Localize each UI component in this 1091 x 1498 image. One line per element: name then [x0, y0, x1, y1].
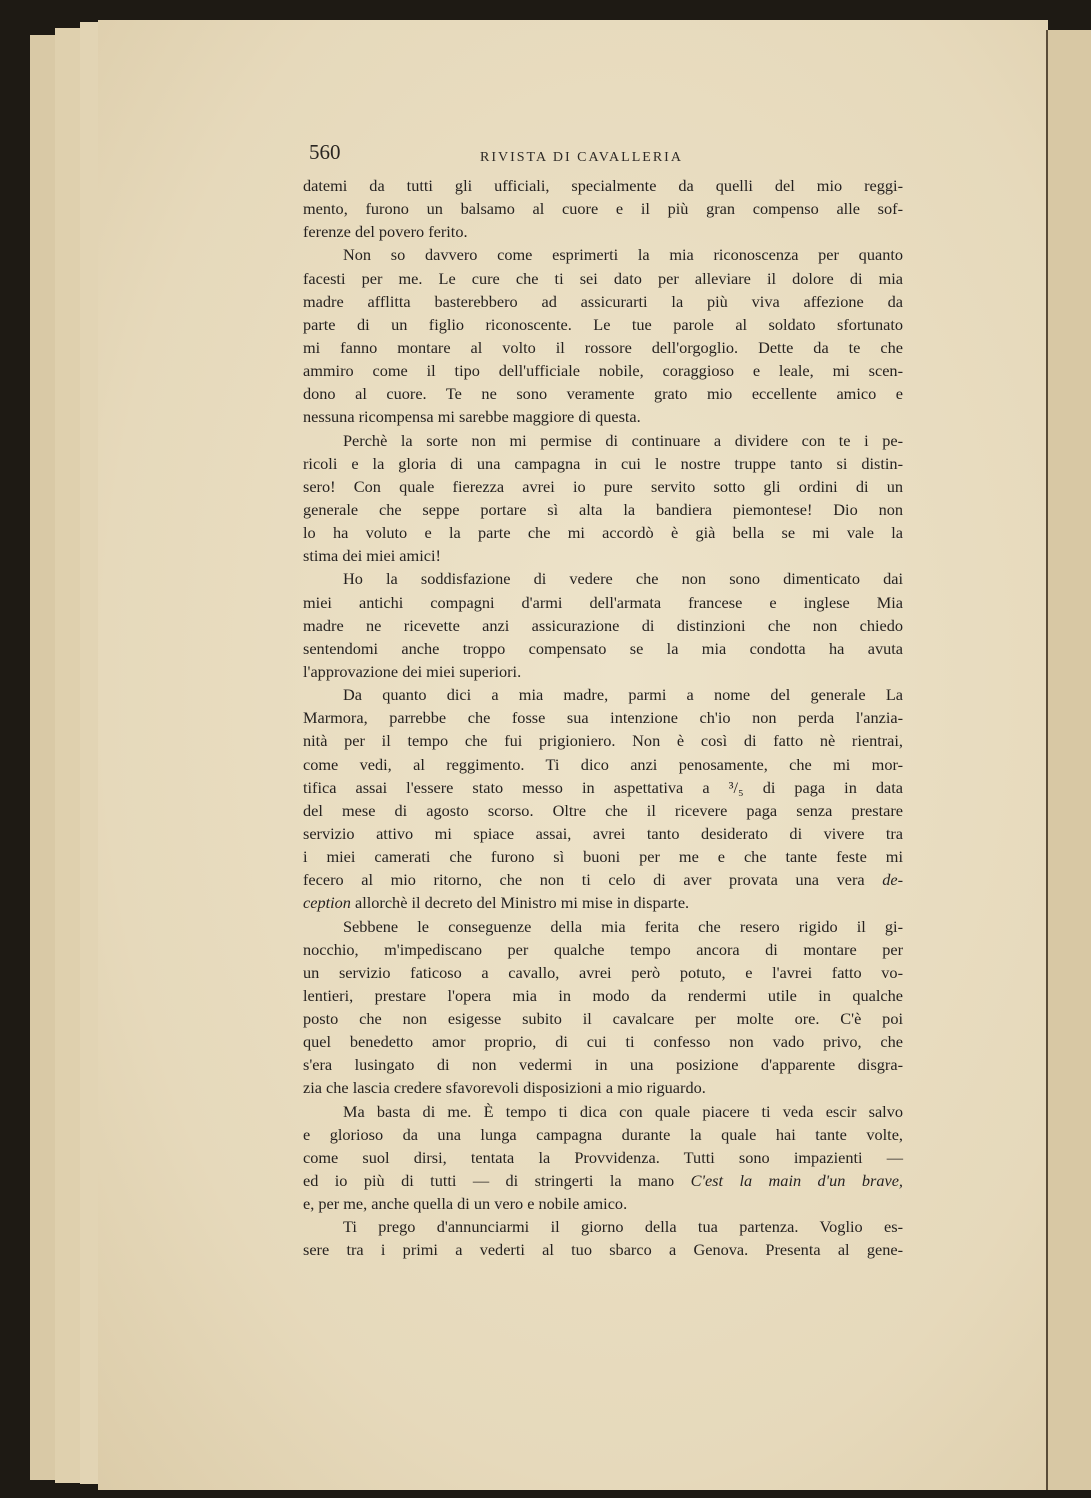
text-line: madre afflitta basterebbero ad assicurarti la più viva affezione da	[303, 291, 903, 311]
text-segment: ed io più di tutti — di stringerti la mano	[303, 1171, 691, 1191]
text-line: nessuna ricompensa mi sarebbe maggiore di questa.	[303, 407, 641, 427]
running-title: RIVISTA DI CAVALLERIA	[480, 150, 683, 165]
text-line: zia che lascia credere sfavorevoli disposizioni a mio riguardo.	[303, 1078, 706, 1098]
text-line: dono al cuore. Te ne sono veramente grato mio eccellente amico e	[303, 384, 903, 404]
facing-page-edge	[1046, 30, 1091, 1490]
text-line: lo ha voluto e la parte che mi accordò è già bella se mi vale la	[303, 523, 903, 543]
text-line: e, per me, anche quella di un vero e nobile amico.	[303, 1194, 628, 1214]
text-line: Sebbene le conseguenze della mia ferita che resero rigido il gi-	[343, 916, 903, 936]
italic-phrase: C'est la main d'un brave,	[690, 1171, 903, 1191]
text-line	[303, 891, 903, 914]
text-line: parte di un figlio riconoscente. Le tue parole al soldato sfortunato	[303, 314, 903, 334]
text-line: miei antichi compagni d'armi dell'armata francese e inglese Mia	[303, 592, 903, 612]
text-line: mento, furono un balsamo al cuore e il più gran compenso alle sof-	[303, 199, 903, 219]
paragraph	[303, 567, 903, 683]
text-line: del mese di agosto scorso. Oltre che il ricevere paga senza prestare	[303, 800, 903, 820]
text-line: lentieri, prestare l'opera mia in modo da rendermi utile in qualche	[303, 985, 903, 1005]
text-line: Marmora, parrebbe che fosse sua intenzione ch'io non perda l'anzia-	[303, 708, 903, 728]
text-line: come vedi, al reggimento. Ti dico anzi penosamente, che mi mor-	[303, 754, 903, 774]
paragraph	[303, 1100, 903, 1216]
paragraph	[303, 1215, 903, 1261]
text-line: come suol dirsi, tentata la Provvidenza. Tutti sono impazienti —	[303, 1147, 903, 1167]
text-line: mi fanno montare al volto il rossore dell'orgoglio. Dette da te che	[303, 337, 903, 357]
text-line: l'approvazione dei miei superiori.	[303, 661, 522, 681]
text-line: nocchio, m'impediscano per qualche tempo ancora di montare per	[303, 939, 903, 959]
text-line: sentendomi anche troppo compensato se la mia condotta ha avuta	[303, 638, 903, 658]
text-line: tifica assai l'essere stato messo in aspettativa a ³/₅ di paga in data	[303, 777, 903, 797]
paragraph	[303, 429, 903, 568]
text-line	[303, 868, 903, 891]
body-text	[303, 174, 903, 1262]
text-line: ferenze del povero ferito.	[303, 222, 468, 242]
text-line: Non so davvero come esprimerti la mia riconoscenza per quanto	[343, 245, 903, 265]
text-line: un servizio faticoso a cavallo, avrei però potuto, e l'avrei fatto vo-	[303, 962, 903, 982]
text-line: Ma basta di me. È tempo ti dica con quale piacere ti veda escir salvo	[343, 1101, 903, 1121]
text-line	[303, 1169, 903, 1192]
text-line: Ti prego d'annunciarmi il giorno della tua partenza. Voglio es-	[343, 1217, 903, 1237]
text-line: nità per il tempo che fui prigioniero. Non è così di fatto nè rientrai,	[303, 731, 903, 751]
text-line: s'era lusingato di non vedermi in una posizione d'apparente disgra-	[303, 1055, 903, 1075]
text-line: sere tra i primi a vederti al tuo sbarco a Genova. Presenta al gene-	[303, 1240, 903, 1260]
text-line: i miei camerati che furono sì buoni per me e che tante feste mi	[303, 847, 903, 867]
text-segment: allorchè il decreto del Ministro mi mise in disparte.	[350, 893, 690, 913]
italic-phrase: ception	[303, 893, 351, 913]
paragraph	[303, 243, 903, 428]
text-line: datemi da tutti gli ufficiali, specialmente da quelli del mio reggi-	[303, 176, 903, 195]
text-line: generale che seppe portare sì alta la bandiera piemontese! Dio non	[303, 499, 903, 519]
text-line: facesti per me. Le cure che ti sei dato per alleviare il dolore di mia	[303, 268, 903, 288]
text-line: madre ne ricevette anzi assicurazione di distinzioni che non chiedo	[303, 615, 903, 635]
paragraph	[303, 683, 903, 914]
text-line: Da quanto dici a mia madre, parmi a nome del generale La	[343, 685, 903, 705]
text-line: ricoli e la gloria di una campagna in cui le nostre truppe tanto si distin-	[303, 453, 903, 473]
paragraph	[303, 174, 903, 243]
text-line: e glorioso da una lunga campagna durante la quale hai tante volte,	[303, 1124, 903, 1144]
text-line: Ho la soddisfazione di vedere che non sono dimenticato dai	[343, 569, 903, 589]
paragraph	[303, 915, 903, 1100]
page-number: 560	[309, 140, 341, 164]
text-line: sero! Con quale fierezza avrei io pure servito sotto gli ordini di un	[303, 476, 903, 496]
text-line: ammiro come il tipo dell'ufficiale nobile, coraggioso e leale, mi scen-	[303, 361, 903, 381]
text-line: posto che non esigesse subito il cavalcare per molte ore. C'è poi	[303, 1009, 903, 1029]
italic-phrase: de-	[882, 870, 903, 890]
text-segment: fecero al mio ritorno, che non ti celo di aver provata una vera	[303, 870, 883, 890]
text-line: quel benedetto amor proprio, di cui ti confesso non vado privo, che	[303, 1032, 903, 1052]
text-line: servizio attivo mi spiace assai, avrei tanto desiderato di vivere tra	[303, 823, 903, 843]
text-line: stima dei miei amici!	[303, 546, 441, 566]
text-line: Perchè la sorte non mi permise di continuare a dividere con te i pe-	[343, 430, 903, 450]
